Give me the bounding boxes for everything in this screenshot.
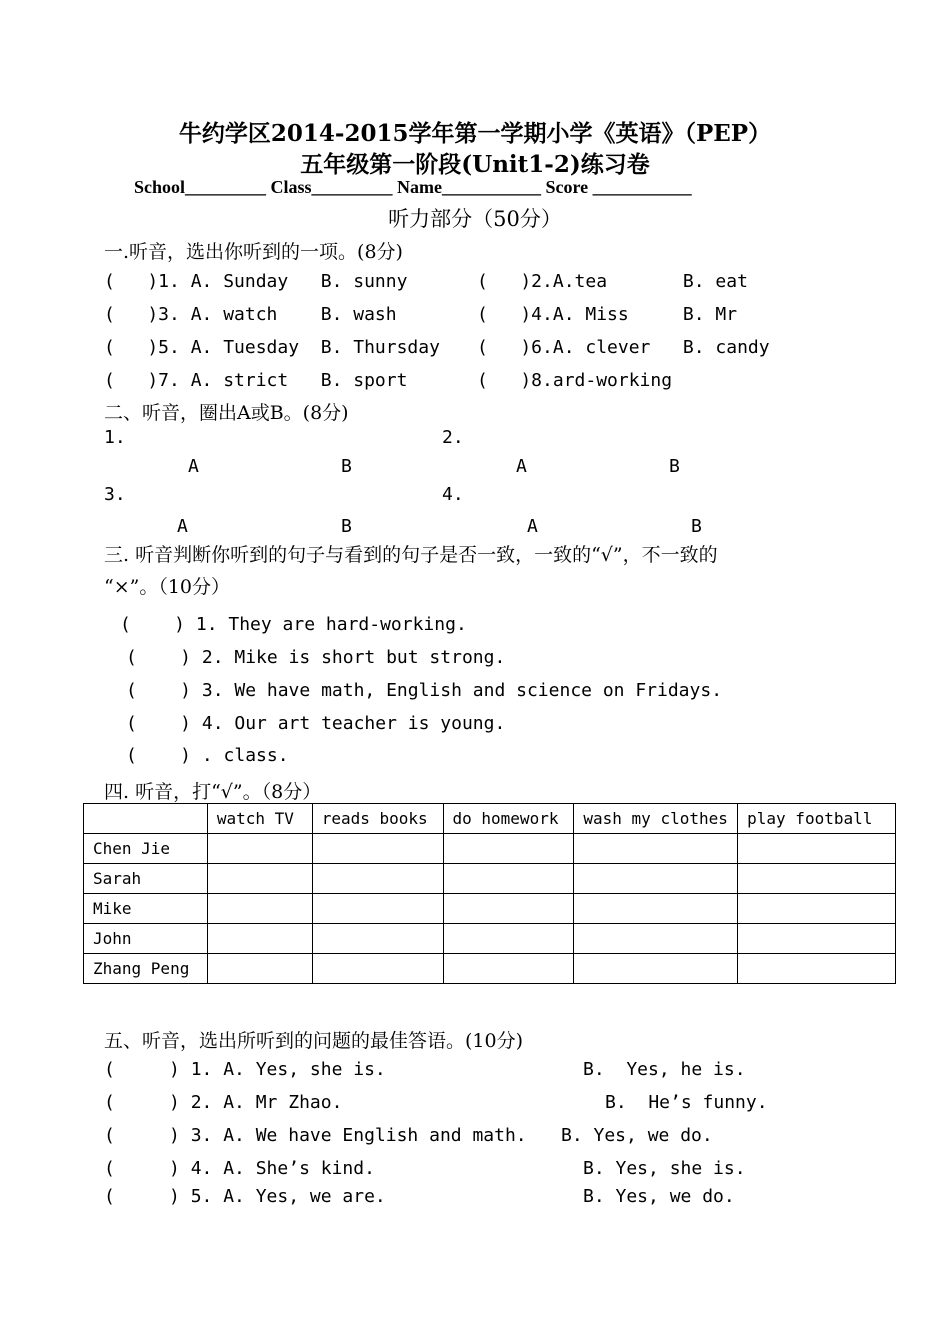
table-header-cell: do homework — [443, 804, 574, 834]
check-cell[interactable] — [738, 864, 896, 894]
table-row — [84, 834, 896, 864]
student-info-line: School_________ Class_________ Name___________ Score ___________ — [134, 177, 692, 197]
check-cell[interactable] — [207, 954, 312, 984]
section4-heading: 四. 听音，打“√”。（8分） — [104, 781, 322, 803]
answer-item: ( ) 1. A. Yes, she is. — [104, 1059, 386, 1080]
check-cell[interactable] — [574, 894, 738, 924]
question-number: 4. — [442, 484, 464, 505]
row-name-cell: Zhang Peng — [84, 954, 208, 984]
exam-title-line2: 五年级第一阶段(Unit1-2)练习卷 — [300, 151, 650, 178]
question-row: ( )2.A.tea B. eat — [477, 271, 748, 292]
check-cell[interactable] — [738, 834, 896, 864]
check-cell[interactable] — [443, 864, 574, 894]
option-b: B — [341, 456, 352, 477]
check-cell[interactable] — [312, 894, 443, 924]
statement-item: ( ) . class. — [126, 745, 289, 766]
check-cell[interactable] — [443, 924, 574, 954]
question-row: ( )5. A. Tuesday B. Thursday — [104, 337, 440, 358]
check-cell[interactable] — [738, 954, 896, 984]
question-row: ( )3. A. watch B. wash — [104, 304, 397, 325]
question-row: ( )1. A. Sunday B. sunny — [104, 271, 408, 292]
option-b: B — [669, 456, 680, 477]
statement-item: ( ) 3. We have math, English and science on Fridays. — [126, 680, 723, 701]
question-row: ( )7. A. strict B. sport — [104, 370, 408, 391]
table-header-cell: wash my clothes — [574, 804, 738, 834]
section3-heading-line1: 三. 听音判断你听到的句子与看到的句子是否一致，一致的“√”，不一致的 — [104, 544, 718, 566]
option-a: A — [188, 456, 199, 477]
question-number: 1. — [104, 427, 126, 448]
check-cell[interactable] — [312, 954, 443, 984]
table-header-cell: play football — [738, 804, 896, 834]
answer-item: ( ) 2. A. Mr Zhao. — [104, 1092, 343, 1113]
exam-title-line1: 牛约学区2014-2015学年第一学期小学《英语》（PEP） — [178, 120, 772, 147]
section2-heading: 二、听音，圈出A或B。(8分) — [104, 402, 349, 424]
listening-part-title: 听力部分（50分） — [388, 207, 562, 231]
table-header-cell: watch TV — [207, 804, 312, 834]
check-cell[interactable] — [574, 834, 738, 864]
check-cell[interactable] — [207, 834, 312, 864]
question-row: ( )4.A. Miss B. Mr — [477, 304, 738, 325]
row-name-cell: John — [84, 924, 208, 954]
option-a: A — [516, 456, 527, 477]
table-header-cell — [84, 804, 208, 834]
check-cell[interactable] — [207, 894, 312, 924]
check-cell[interactable] — [207, 924, 312, 954]
row-name-cell: Mike — [84, 894, 208, 924]
question-row: ( )8.ard-working — [477, 370, 673, 391]
section5-heading: 五、听音，选出所听到的问题的最佳答语。(10分) — [104, 1030, 524, 1052]
check-cell[interactable] — [738, 894, 896, 924]
check-cell[interactable] — [443, 894, 574, 924]
table-row — [84, 954, 896, 984]
answer-option-b: B. Yes, we do. — [583, 1186, 735, 1207]
statement-item: ( ) 2. Mike is short but strong. — [126, 647, 506, 668]
table-header-cell: reads books — [312, 804, 443, 834]
option-a: A — [177, 516, 188, 537]
check-cell[interactable] — [312, 924, 443, 954]
option-b: B — [691, 516, 702, 537]
section1-heading: 一.听音，选出你听到的一项。(8分) — [104, 241, 403, 263]
table-row — [84, 894, 896, 924]
answer-option-b: B. Yes, we do. — [561, 1125, 713, 1146]
check-cell[interactable] — [574, 954, 738, 984]
row-name-cell: Sarah — [84, 864, 208, 894]
answer-option-b: B. Yes, he is. — [583, 1059, 746, 1080]
table-header-row — [84, 804, 896, 834]
statement-item: ( ) 1. They are hard-working. — [120, 614, 467, 635]
table-row — [84, 864, 896, 894]
answer-option-b: B. Yes, she is. — [583, 1158, 746, 1179]
check-cell[interactable] — [312, 864, 443, 894]
check-cell[interactable] — [312, 834, 443, 864]
check-cell[interactable] — [443, 834, 574, 864]
table-row — [84, 924, 896, 954]
option-b: B — [341, 516, 352, 537]
question-number: 3. — [104, 484, 126, 505]
section3-heading-line2: “×”。（10分） — [104, 576, 231, 598]
answer-item: ( ) 3. A. We have English and math. — [104, 1125, 527, 1146]
check-cell[interactable] — [574, 864, 738, 894]
check-cell[interactable] — [207, 864, 312, 894]
answer-item: ( ) 5. A. Yes, we are. — [104, 1186, 386, 1207]
answer-option-b: B. He’s funny. — [605, 1092, 768, 1113]
check-cell[interactable] — [738, 924, 896, 954]
check-cell[interactable] — [574, 924, 738, 954]
activity-check-table — [83, 803, 896, 984]
check-cell[interactable] — [443, 954, 574, 984]
option-a: A — [527, 516, 538, 537]
question-row: ( )6.A. clever B. candy — [477, 337, 770, 358]
answer-item: ( ) 4. A. She’s kind. — [104, 1158, 375, 1179]
question-number: 2. — [442, 427, 464, 448]
row-name-cell: Chen Jie — [84, 834, 208, 864]
statement-item: ( ) 4. Our art teacher is young. — [126, 713, 506, 734]
